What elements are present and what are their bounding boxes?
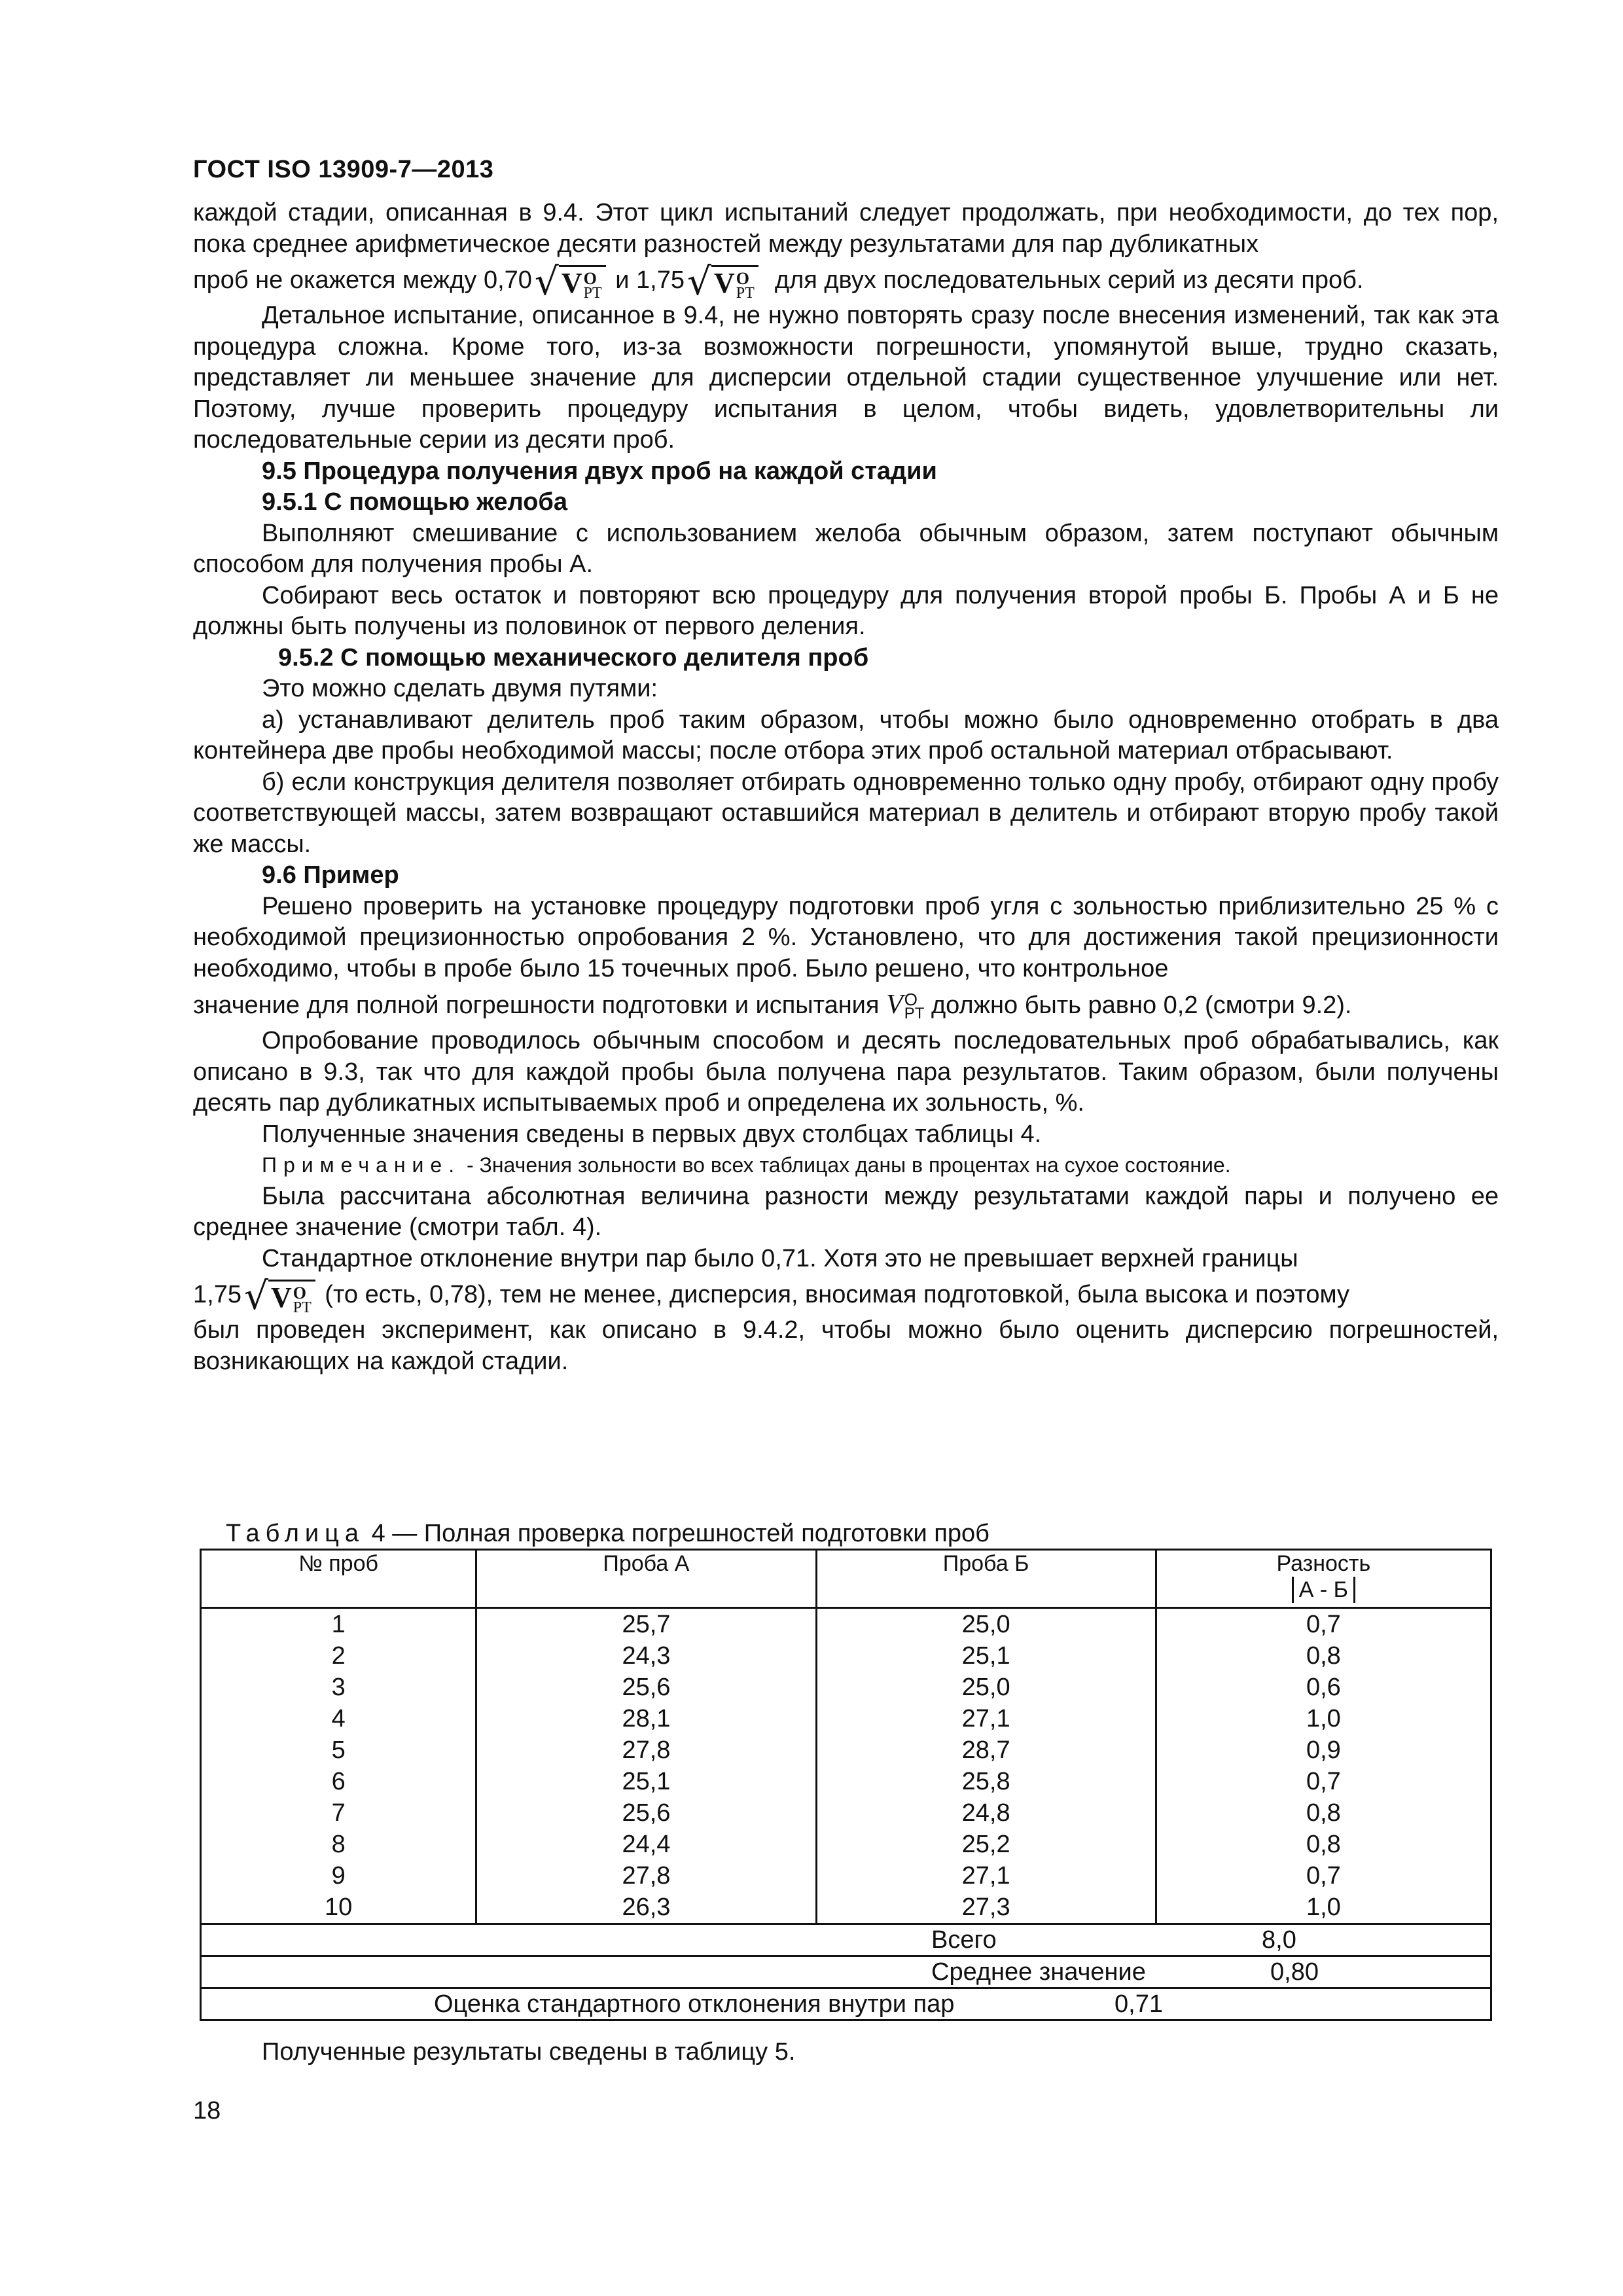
table-cell: 0,8 xyxy=(1156,1797,1491,1829)
paragraph: Детальное испытание, описанное в 9.4, не нужно повторять сразу после внесения изменений, так как эта процедура сложна. Кроме того, из-за возможности погрешности, упомянутой выше, трудно сказать, представляет ли меньшее значение для дисперсии отдельной стадии существенное улучшение или нет. Поэтому, лучше проверить процедуру испытания в целом, чтобы видеть, удовлетворительны ли последовательные серии из десяти проб. xyxy=(193,302,1499,454)
formula-paragraph-1: проб не окажется между 0,70 √ V O PT и 1,75 √ V O PT для двух последовательных серий из десяти проб. xyxy=(193,259,1364,304)
table-row xyxy=(201,1829,1491,1860)
sd-row: Оценка стандартного отклонения внутри пар 0,71 xyxy=(201,1988,1491,2020)
table-cell: 6 xyxy=(201,1766,476,1797)
table-cell: 1 xyxy=(201,1608,476,1641)
paragraph: каждой стадии, описанная в 9.4. Этот цикл испытаний следует продолжать, при необходимости, до тех пор, пока среднее арифметическое десяти разностей между результатами для пар дубликатных xyxy=(193,199,1499,258)
table-cell: 25,2 xyxy=(816,1829,1156,1860)
table-cell: 8 xyxy=(201,1829,476,1860)
formula-paragraph-3: 1,75 √ V O PT (то есть, 0,78), тем не менее, дисперсия, вносимая подготовкой, была высока и поэтому xyxy=(193,1273,1350,1318)
paragraph: а) устанавливают делитель проб таким образом, чтобы можно было одновременно отобрать в два контейнера две пробы необходимой массы; после отбора этих проб остальной материал отбрасывают. xyxy=(193,706,1499,764)
formula-paragraph-2: значение для полной погрешности подготовки и испытания V O PT должно быть равно 0,2 (смотри 9.2). xyxy=(193,989,1352,1022)
paragraph: Полученные значения сведены в первых двух столбцах таблицы 4. xyxy=(262,1120,1042,1148)
table-cell: 0,9 xyxy=(1156,1734,1491,1766)
paragraph: Решено проверить на установке процедуру подготовки проб угля с зольностью приблизительно 25 % с необходимой прецизионностью опробования 2 %. Установлено, что для достижения такой прецизионности необходимо, чтобы в пробе было 15 точечных проб. Было решено, что контрольное xyxy=(193,892,1499,982)
table-cell: 25,6 xyxy=(476,1672,816,1703)
table-body xyxy=(201,1608,1491,1924)
sqrt-formula: √ V O PT xyxy=(687,262,758,300)
table-cell: 25,1 xyxy=(476,1766,816,1797)
table-cell: 26,3 xyxy=(476,1892,816,1924)
table-row xyxy=(201,1766,1491,1797)
table-cell: 7 xyxy=(201,1797,476,1829)
table-cell: 25,1 xyxy=(816,1640,1156,1672)
table-cell: 0,7 xyxy=(1156,1766,1491,1797)
table-cell: 25,8 xyxy=(816,1766,1156,1797)
paragraph: Полученные результаты сведены в таблицу 5. xyxy=(262,2038,796,2066)
table-cell: 1,0 xyxy=(1156,1892,1491,1924)
paragraph: б) если конструкция делителя позволяет отбирать одновременно только одну пробу, отбирают одну пробу соответствующей массы, затем возвращают оставшийся материал в делитель и отбирают вторую пробу такой же массы. xyxy=(193,768,1499,858)
section-heading: 9.6 Пример xyxy=(262,861,399,889)
table-cell: 4 xyxy=(201,1703,476,1734)
table-row xyxy=(201,1797,1491,1829)
paragraph: Была рассчитана абсолютная величина разности между результатами каждой пары и получено ее среднее значение (смотри табл. 4). xyxy=(193,1182,1499,1241)
table-cell: 25,6 xyxy=(476,1797,816,1829)
table-row xyxy=(201,1734,1491,1766)
table-header-row xyxy=(201,1550,1491,1608)
subsection-heading: 9.5.1 С помощью желоба xyxy=(262,488,568,516)
table-cell: 27,8 xyxy=(476,1860,816,1892)
table-cell: 24,8 xyxy=(816,1797,1156,1829)
table-cell: 24,4 xyxy=(476,1829,816,1860)
sqrt-formula: √ V O PT xyxy=(244,1277,315,1315)
header-cell: Проба Б xyxy=(816,1550,1156,1608)
table-cell: 3 xyxy=(201,1672,476,1703)
table-cell: 5 xyxy=(201,1734,476,1766)
table-cell: 27,1 xyxy=(816,1860,1156,1892)
table-row xyxy=(201,1703,1491,1734)
table-cell: 25,7 xyxy=(476,1608,816,1641)
header-cell: Проба А xyxy=(476,1550,816,1608)
table-row xyxy=(201,1860,1491,1892)
table-cell: 0,6 xyxy=(1156,1672,1491,1703)
table-cell: 27,1 xyxy=(816,1703,1156,1734)
table-cell: 0,8 xyxy=(1156,1829,1491,1860)
table-cell: 28,1 xyxy=(476,1703,816,1734)
table-row xyxy=(201,1608,1491,1641)
sqrt-formula: √ V O PT xyxy=(535,262,606,300)
paragraph: Собирают весь остаток и повторяют всю процедуру для получения второй пробы Б. Пробы А и Б не должны быть получены из половинок от первого деления. xyxy=(193,581,1499,640)
table-cell: 10 xyxy=(201,1892,476,1924)
table-row xyxy=(201,1672,1491,1703)
paragraph: Опробование проводилось обычным способом и десять последовательных проб обрабатывались, как описано в 9.3, так что для каждой пробы была получена пара результатов. Таким образом, были получены десять пар дубликатных испытываемых проб и определена их зольность, %. xyxy=(193,1027,1499,1117)
document-body xyxy=(193,198,1499,1377)
table-cell: 27,3 xyxy=(816,1892,1156,1924)
paragraph: Стандартное отклонение внутри пар было 0,71. Хотя это не превышает верхней границы xyxy=(262,1244,1298,1272)
table-cell: 9 xyxy=(201,1860,476,1892)
table-cell: 25,0 xyxy=(816,1672,1156,1703)
section-heading: 9.5 Процедура получения двух проб на каждой стадии xyxy=(262,457,937,485)
results-table xyxy=(200,1549,1492,2021)
table-row xyxy=(201,1640,1491,1672)
table-cell: 24,3 xyxy=(476,1640,816,1672)
table-cell: 27,8 xyxy=(476,1734,816,1766)
total-row: Всего 8,0 xyxy=(201,1924,1491,1956)
document-header: ГОСТ ISO 13909-7—2013 xyxy=(193,156,494,183)
table-cell: 0,7 xyxy=(1156,1608,1491,1641)
mean-row: Среднее значение 0,80 xyxy=(201,1956,1491,1988)
page-number: 18 xyxy=(193,2097,221,2125)
table-cell: 0,7 xyxy=(1156,1860,1491,1892)
paragraph: Выполняют смешивание с использованием желоба обычным образом, затем поступают обычным способом для получения пробы А. xyxy=(193,519,1499,578)
subsection-heading: 9.5.2 С помощью механического делителя проб xyxy=(278,643,869,672)
table-caption: Таблица 4 — Полная проверка погрешностей подготовки проб xyxy=(226,1520,990,1547)
paragraph: был проведен эксперимент, как описано в 9.4.2, чтобы можно было оценить дисперсию погрешностей, возникающих на каждой стадии. xyxy=(193,1316,1499,1375)
table-cell: 1,0 xyxy=(1156,1703,1491,1734)
header-cell-difference: Разность А - Б xyxy=(1156,1550,1491,1608)
paragraph: Это можно сделать двумя путями: xyxy=(262,675,658,702)
header-cell: № проб xyxy=(201,1550,476,1608)
table-cell: 2 xyxy=(201,1640,476,1672)
table-row xyxy=(201,1892,1491,1924)
table-cell: 25,0 xyxy=(816,1608,1156,1641)
table-cell: 0,8 xyxy=(1156,1640,1491,1672)
table-cell: 28,7 xyxy=(816,1734,1156,1766)
note: Примечание. - Значения зольности во всех таблицах даны в процентах на сухое состояние. xyxy=(262,1153,1231,1177)
